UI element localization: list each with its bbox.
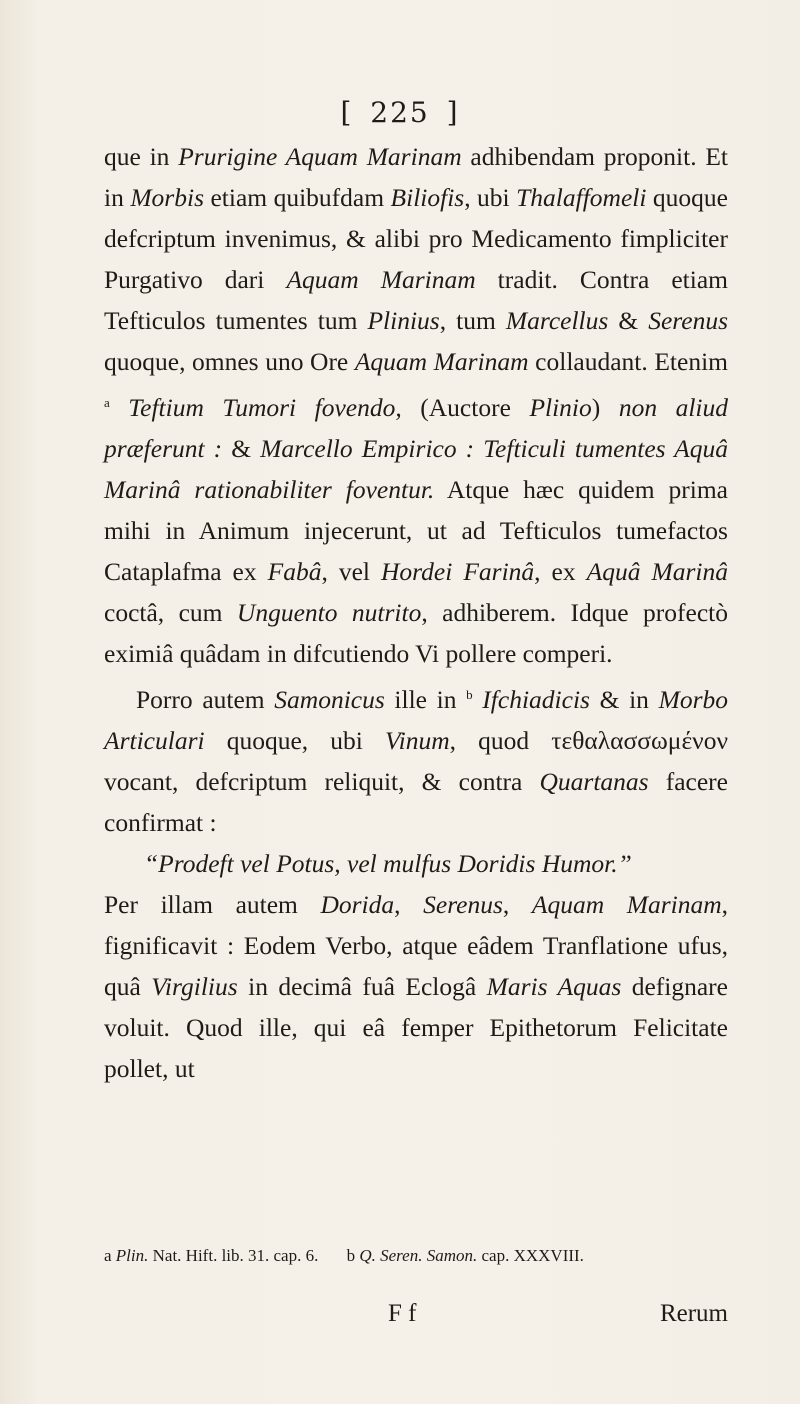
text-run: , ubi xyxy=(464,183,517,212)
text-run: defignare voluit. Quod ille, qui eâ femper Epithetorum Felicitate pollet, ut xyxy=(104,972,728,1083)
text-run: tradit. Contra etiam Tefticulos tumentes tum xyxy=(104,265,728,335)
footnote-b-ref: cap. XXXVIII. xyxy=(477,1246,584,1265)
text-run: & xyxy=(222,434,261,463)
footnote-a-source: Plin. xyxy=(115,1246,149,1265)
italic-text: Aquam Marinam xyxy=(531,890,722,919)
signature-mark: F f xyxy=(388,1300,417,1327)
italic-text: Fabâ xyxy=(267,557,322,586)
text-run: vocant, defcriptum reliquit, & contra xyxy=(104,767,540,796)
italic-text: Unguento nutrito xyxy=(236,598,422,627)
footnote-b-mark: b xyxy=(346,1246,356,1265)
italic-text: Maris Aquas xyxy=(486,972,622,1001)
catchword: Rerum xyxy=(659,1300,728,1327)
text-run: collaudant. Etenim xyxy=(528,347,728,376)
italic-text: Samonicus xyxy=(274,685,385,714)
text-run: , fignificavit : Eodem Verbo, atque eâdem Tranflatione ufus, quâ xyxy=(104,890,729,1001)
paragraph xyxy=(104,843,728,884)
footnote-a xyxy=(104,1246,323,1265)
text-run: facere confirmat : xyxy=(104,767,728,837)
italic-text: Serenus xyxy=(648,306,728,335)
text-run: , quod xyxy=(449,726,552,755)
page-number: [ 225 ] xyxy=(340,96,460,129)
italic-text: Marcellus xyxy=(505,306,609,335)
text-run: adhibendam proponit. Et in xyxy=(104,142,728,212)
italic-text: Dorida xyxy=(320,890,395,919)
text-run: que in xyxy=(104,142,179,171)
footnotes xyxy=(104,1244,728,1268)
footnote-b xyxy=(347,1246,584,1265)
italic-text: Vinum xyxy=(384,726,450,755)
italic-text: Aquam Marinam xyxy=(286,265,476,294)
text-run: in decimâ fuâ Eclogâ xyxy=(237,972,487,1001)
italic-text: Morbis xyxy=(130,183,204,212)
text-run: etiam quibufdam xyxy=(204,183,391,212)
text-run: , xyxy=(394,890,424,919)
text-run: , tum xyxy=(439,306,506,335)
text-run: quoque, ubi xyxy=(204,726,385,755)
text-run: quoque, omnes uno Ore xyxy=(104,347,355,376)
text-run: , xyxy=(502,890,532,919)
italic-text: Morbo Articulari xyxy=(104,685,728,755)
italic-text: Aquâ Marinâ xyxy=(586,557,728,586)
paragraph xyxy=(104,674,728,843)
footnote-marker: a xyxy=(104,395,110,410)
text-run: (Auctore xyxy=(401,393,530,422)
italic-text: Biliofis xyxy=(390,183,465,212)
italic-text: Virgilius xyxy=(151,972,238,1001)
italic-text: Serenus xyxy=(423,890,503,919)
text-run: “Prodeft vel Potus, vel mulfus Doridis Humor.” xyxy=(144,849,632,878)
footnote-a-ref: Nat. Hift. lib. 31. cap. 6. xyxy=(148,1246,319,1265)
footnote-a-mark: a xyxy=(104,1246,112,1265)
text-run: , adhiberem. Idque profectò eximiâ quâdam in difcutiendo Vi pollere comperi. xyxy=(104,598,728,668)
paragraph xyxy=(104,884,728,1089)
body-text xyxy=(104,136,728,1089)
text-run: quoque defcriptum invenimus, & alibi pro Medicamento fimpliciter Purgativo dari xyxy=(104,183,729,294)
text-run: Porro autem xyxy=(136,685,275,714)
greek-text: τεθαλασσωμένον xyxy=(551,726,728,755)
italic-text: Ifchiadicis xyxy=(472,685,590,714)
italic-text: Prurigine Aquam Marinam xyxy=(178,142,462,171)
italic-text: Plinio xyxy=(529,393,592,422)
text-run: ) xyxy=(591,393,619,422)
text-run: & in xyxy=(589,685,659,714)
italic-text: Teftium Tumori fovendo, xyxy=(109,393,402,422)
footnote-marker: b xyxy=(466,687,473,702)
italic-text: Marcello Empirico : Tefticuli tumentes Aquâ Marinâ rationabiliter foventur. xyxy=(104,434,728,504)
footnote-b-source: Q. Seren. Samon. xyxy=(359,1246,478,1265)
italic-text: Thalaffomeli xyxy=(516,183,647,212)
text-run: , vel xyxy=(321,557,382,586)
italic-text: Quartanas xyxy=(539,767,649,796)
text-run: ille in xyxy=(384,685,467,714)
paragraph xyxy=(104,136,728,674)
text-run: & xyxy=(608,306,649,335)
italic-text: Plinius xyxy=(367,306,440,335)
text-run: coctâ, cum xyxy=(104,598,237,627)
italic-text: non aliud præferunt : xyxy=(104,393,729,463)
italic-text: Hordei Farinâ xyxy=(381,557,535,586)
text-run: Per illam autem xyxy=(104,890,321,919)
text-run: , ex xyxy=(534,557,587,586)
italic-text: Aquam Marinam xyxy=(354,347,529,376)
text-run: Atque hæc quidem prima mihi in Animum injecerunt, ut ad Tefticulos tumefactos Cataplafma ex xyxy=(104,475,728,586)
